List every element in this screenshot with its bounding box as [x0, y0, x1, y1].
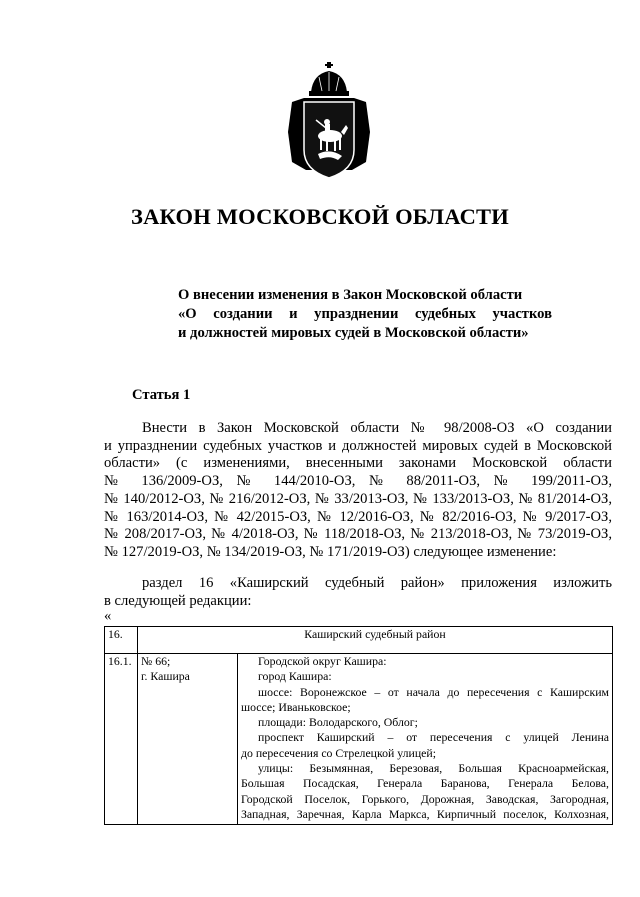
opening-quote: «: [104, 608, 112, 624]
description-line: шоссе: Воронежское – от начала до пересечения с Каширским: [258, 684, 609, 699]
section-number-cell: 16.: [105, 627, 138, 654]
body-line: № 136/2009-ОЗ, № 144/2010-ОЗ, № 88/2011-ОЗ, № 199/2011-ОЗ,: [104, 473, 612, 490]
description-line: улицы: Безымянная, Березовая, Большая Красноармейская,: [258, 761, 609, 776]
body-line: № 163/2014-ОЗ, № 42/2015-ОЗ, № 12/2016-ОЗ, № 82/2016-ОЗ, № 9/2017-ОЗ,: [104, 508, 612, 525]
table-row: [105, 654, 613, 825]
body-line: и упразднении судебных участков и должностей мировых судей в Московской: [104, 437, 612, 454]
description-line: площади: Володарского, Облог;: [258, 715, 418, 730]
territory-description-cell: [238, 654, 613, 825]
description-line: шоссе; Иваньковское;: [241, 699, 351, 714]
row-number-cell: 16.1.: [105, 654, 138, 825]
description-line: Большая Посадская, Генерала Баранова, Генерала Белова,: [241, 776, 609, 791]
section-instruction: [104, 574, 612, 610]
description-line: проспект Каширский – от пересечения с улицей Ленина: [258, 730, 609, 745]
body-line: № 140/2012-ОЗ, № 216/2012-ОЗ, № 33/2013-ОЗ, № 133/2013-ОЗ, № 81/2014-ОЗ,: [104, 490, 612, 507]
law-subject: [178, 286, 552, 343]
description-line: до пересечения со Стрелецкой улицей;: [241, 745, 436, 760]
district-table: [104, 626, 613, 825]
place-line: № 66;: [141, 654, 171, 668]
district-name-cell: Каширский судебный район: [138, 627, 613, 654]
description-line: Городской Поселок, Горького, Дорожная, Заводская, Загородная,: [241, 791, 609, 806]
subject-line: «О создании и упразднении судебных участков: [178, 306, 552, 322]
body-line: Внести в Закон Московской области № 98/2008-ОЗ «О создании: [142, 420, 612, 436]
coat-of-arms-icon: [286, 62, 372, 184]
section-line: в следующей редакции:: [104, 593, 252, 609]
subject-line: О внесении изменения в Закон Московской области: [178, 287, 523, 303]
section-line: раздел 16 «Каширский судебный район» приложения изложить: [142, 575, 612, 591]
description-line: город Кашира:: [258, 669, 332, 684]
law-title: ЗАКОН МОСКОВСКОЙ ОБЛАСТИ: [131, 204, 509, 229]
description-line: Городской округ Кашира:: [258, 654, 387, 668]
body-line: № 208/2017-ОЗ, № 4/2018-ОЗ, № 118/2018-ОЗ, № 213/2018-ОЗ, № 73/2019-ОЗ,: [104, 526, 612, 543]
article-body: [104, 420, 612, 562]
court-place-cell: [138, 654, 238, 825]
body-line: № 127/2019-ОЗ, № 134/2019-ОЗ, № 171/2019-ОЗ) следующее изменение:: [104, 543, 557, 560]
article-heading: Статья 1: [132, 387, 191, 403]
place-line: г. Кашира: [141, 669, 190, 684]
table-row: [105, 627, 613, 654]
description-line: Западная, Заречная, Карла Маркса, Кирпичный поселок, Колхозная,: [241, 806, 609, 821]
subject-line: и должностей мировых судей в Московской области»: [178, 325, 529, 341]
body-line: области» (с изменениями, внесенными законами Московской области: [104, 455, 612, 472]
